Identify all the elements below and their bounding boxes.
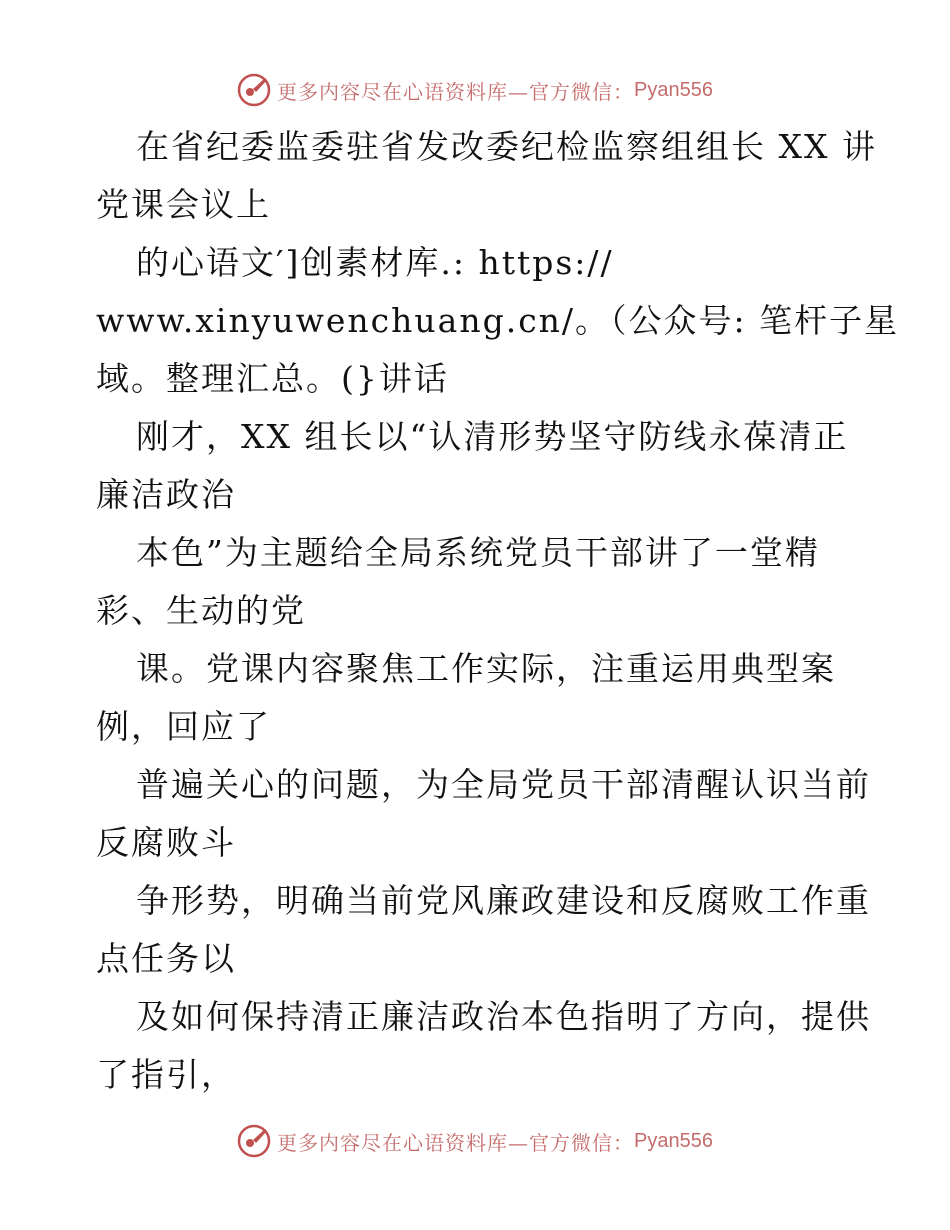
watermark-wechat-id: Pyan556 xyxy=(634,78,713,101)
text-line: 点任务以 xyxy=(96,939,236,978)
document-body xyxy=(96,118,900,1104)
pen-logo-icon xyxy=(237,73,271,107)
text-line: 本色”为主题给全局系统党员干部讲了一堂精 xyxy=(136,533,820,572)
watermark-text: 更多内容尽在心语资料库—官方微信： xyxy=(277,79,635,104)
text-line: 廉洁政治 xyxy=(96,475,236,514)
text-line: www.xinyuwenchuang.cn/。（公众号: 笔杆子星 xyxy=(96,301,900,340)
text-line: 的心语文′]创素材库.: https:// xyxy=(136,243,614,282)
text-line: 刚才，XX 组长以“认清形势坚守防线永葆清正 xyxy=(136,417,849,456)
text-line: 党课会议上 xyxy=(96,185,271,224)
text-line: 例，回应了 xyxy=(96,707,271,746)
footer-watermark xyxy=(0,1121,950,1161)
text-line: 普遍关心的问题，为全局党员干部清醒认识当前 xyxy=(136,765,871,804)
text-line: 反腐败斗 xyxy=(96,823,236,862)
watermark-text: 更多内容尽在心语资料库—官方微信： xyxy=(277,1130,635,1155)
pen-logo-icon xyxy=(237,1124,271,1158)
text-line: 域。整理汇总。(}讲话 xyxy=(96,359,449,398)
text-line: 彩、生动的党 xyxy=(96,591,306,630)
text-line: 及如何保持清正廉洁政治本色指明了方向，提供 xyxy=(136,997,871,1036)
text-line: 在省纪委监委驻省发改委纪检监察组组长 XX 讲 xyxy=(136,127,877,166)
header-watermark xyxy=(0,70,950,110)
watermark-wechat-id: Pyan556 xyxy=(634,1129,713,1152)
text-line: 争形势，明确当前党风廉政建设和反腐败工作重 xyxy=(136,881,871,920)
text-line: 了指引， xyxy=(96,1055,236,1094)
text-line: 课。党课内容聚焦工作实际，注重运用典型案 xyxy=(136,649,836,688)
